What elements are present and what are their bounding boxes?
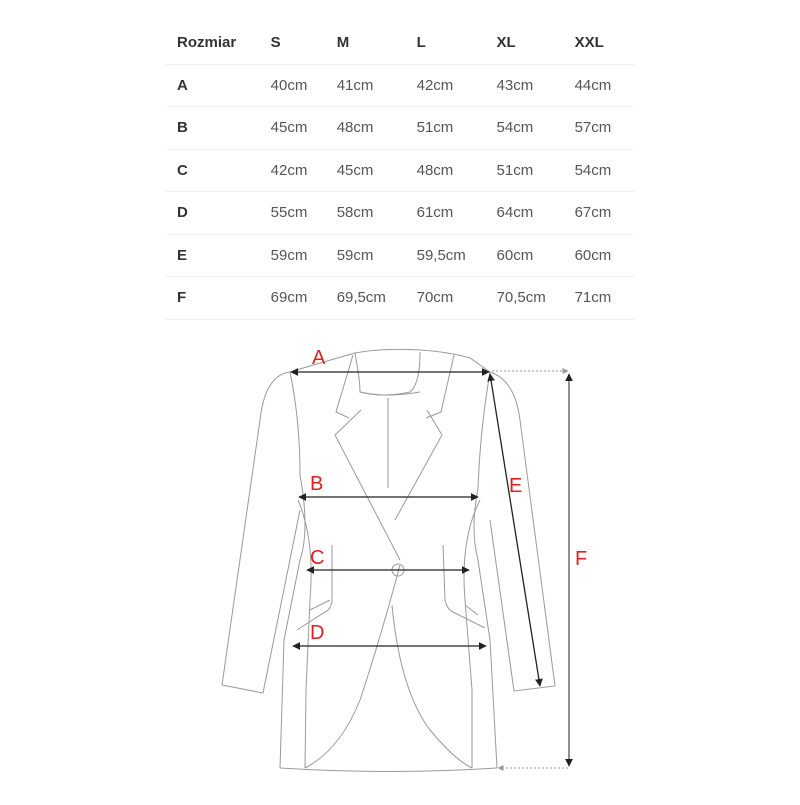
row-label: D xyxy=(165,192,271,235)
cell: 59cm xyxy=(271,234,337,277)
cell: 55cm xyxy=(271,192,337,235)
row-label: C xyxy=(165,149,271,192)
cell: 42cm xyxy=(271,149,337,192)
cell: 54cm xyxy=(575,149,635,192)
blazer-measurement-diagram xyxy=(0,320,800,800)
row-label: F xyxy=(165,277,271,320)
label-b: B xyxy=(310,473,324,495)
cell: 60cm xyxy=(497,234,575,277)
table-header-row xyxy=(165,22,635,64)
cell: 48cm xyxy=(417,149,497,192)
row-label: B xyxy=(165,107,271,150)
row-label: E xyxy=(165,234,271,277)
cell: 42cm xyxy=(417,64,497,107)
cell: 70,5cm xyxy=(497,277,575,320)
header-xl: XL xyxy=(497,22,575,64)
cell: 60cm xyxy=(575,234,635,277)
cell: 43cm xyxy=(497,64,575,107)
header-m: M xyxy=(337,22,417,64)
cell: 61cm xyxy=(417,192,497,235)
cell: 70cm xyxy=(417,277,497,320)
label-e: E xyxy=(509,475,523,497)
header-size: Rozmiar xyxy=(165,22,271,64)
table-row xyxy=(165,64,635,107)
cell: 71cm xyxy=(575,277,635,320)
header-xxl: XXL xyxy=(575,22,635,64)
cell: 59cm xyxy=(337,234,417,277)
cell: 57cm xyxy=(575,107,635,150)
table-row xyxy=(165,149,635,192)
label-d: D xyxy=(310,622,325,644)
cell: 48cm xyxy=(337,107,417,150)
row-label: A xyxy=(165,64,271,107)
size-chart-table xyxy=(165,22,635,320)
cell: 69cm xyxy=(271,277,337,320)
cell: 44cm xyxy=(575,64,635,107)
cell: 45cm xyxy=(271,107,337,150)
cell: 51cm xyxy=(417,107,497,150)
cell: 67cm xyxy=(575,192,635,235)
label-c: C xyxy=(310,547,325,569)
header-s: S xyxy=(271,22,337,64)
header-l: L xyxy=(417,22,497,64)
label-f: F xyxy=(575,548,588,570)
cell: 45cm xyxy=(337,149,417,192)
table-row xyxy=(165,277,635,320)
measure-e-arrow xyxy=(490,374,540,686)
label-a: A xyxy=(312,347,326,369)
cell: 40cm xyxy=(271,64,337,107)
table-row xyxy=(165,234,635,277)
blazer-outline-illustration xyxy=(0,320,800,800)
cell: 54cm xyxy=(497,107,575,150)
cell: 58cm xyxy=(337,192,417,235)
table-row xyxy=(165,192,635,235)
cell: 59,5cm xyxy=(417,234,497,277)
cell: 51cm xyxy=(497,149,575,192)
cell: 64cm xyxy=(497,192,575,235)
table-row xyxy=(165,107,635,150)
cell: 41cm xyxy=(337,64,417,107)
cell: 69,5cm xyxy=(337,277,417,320)
